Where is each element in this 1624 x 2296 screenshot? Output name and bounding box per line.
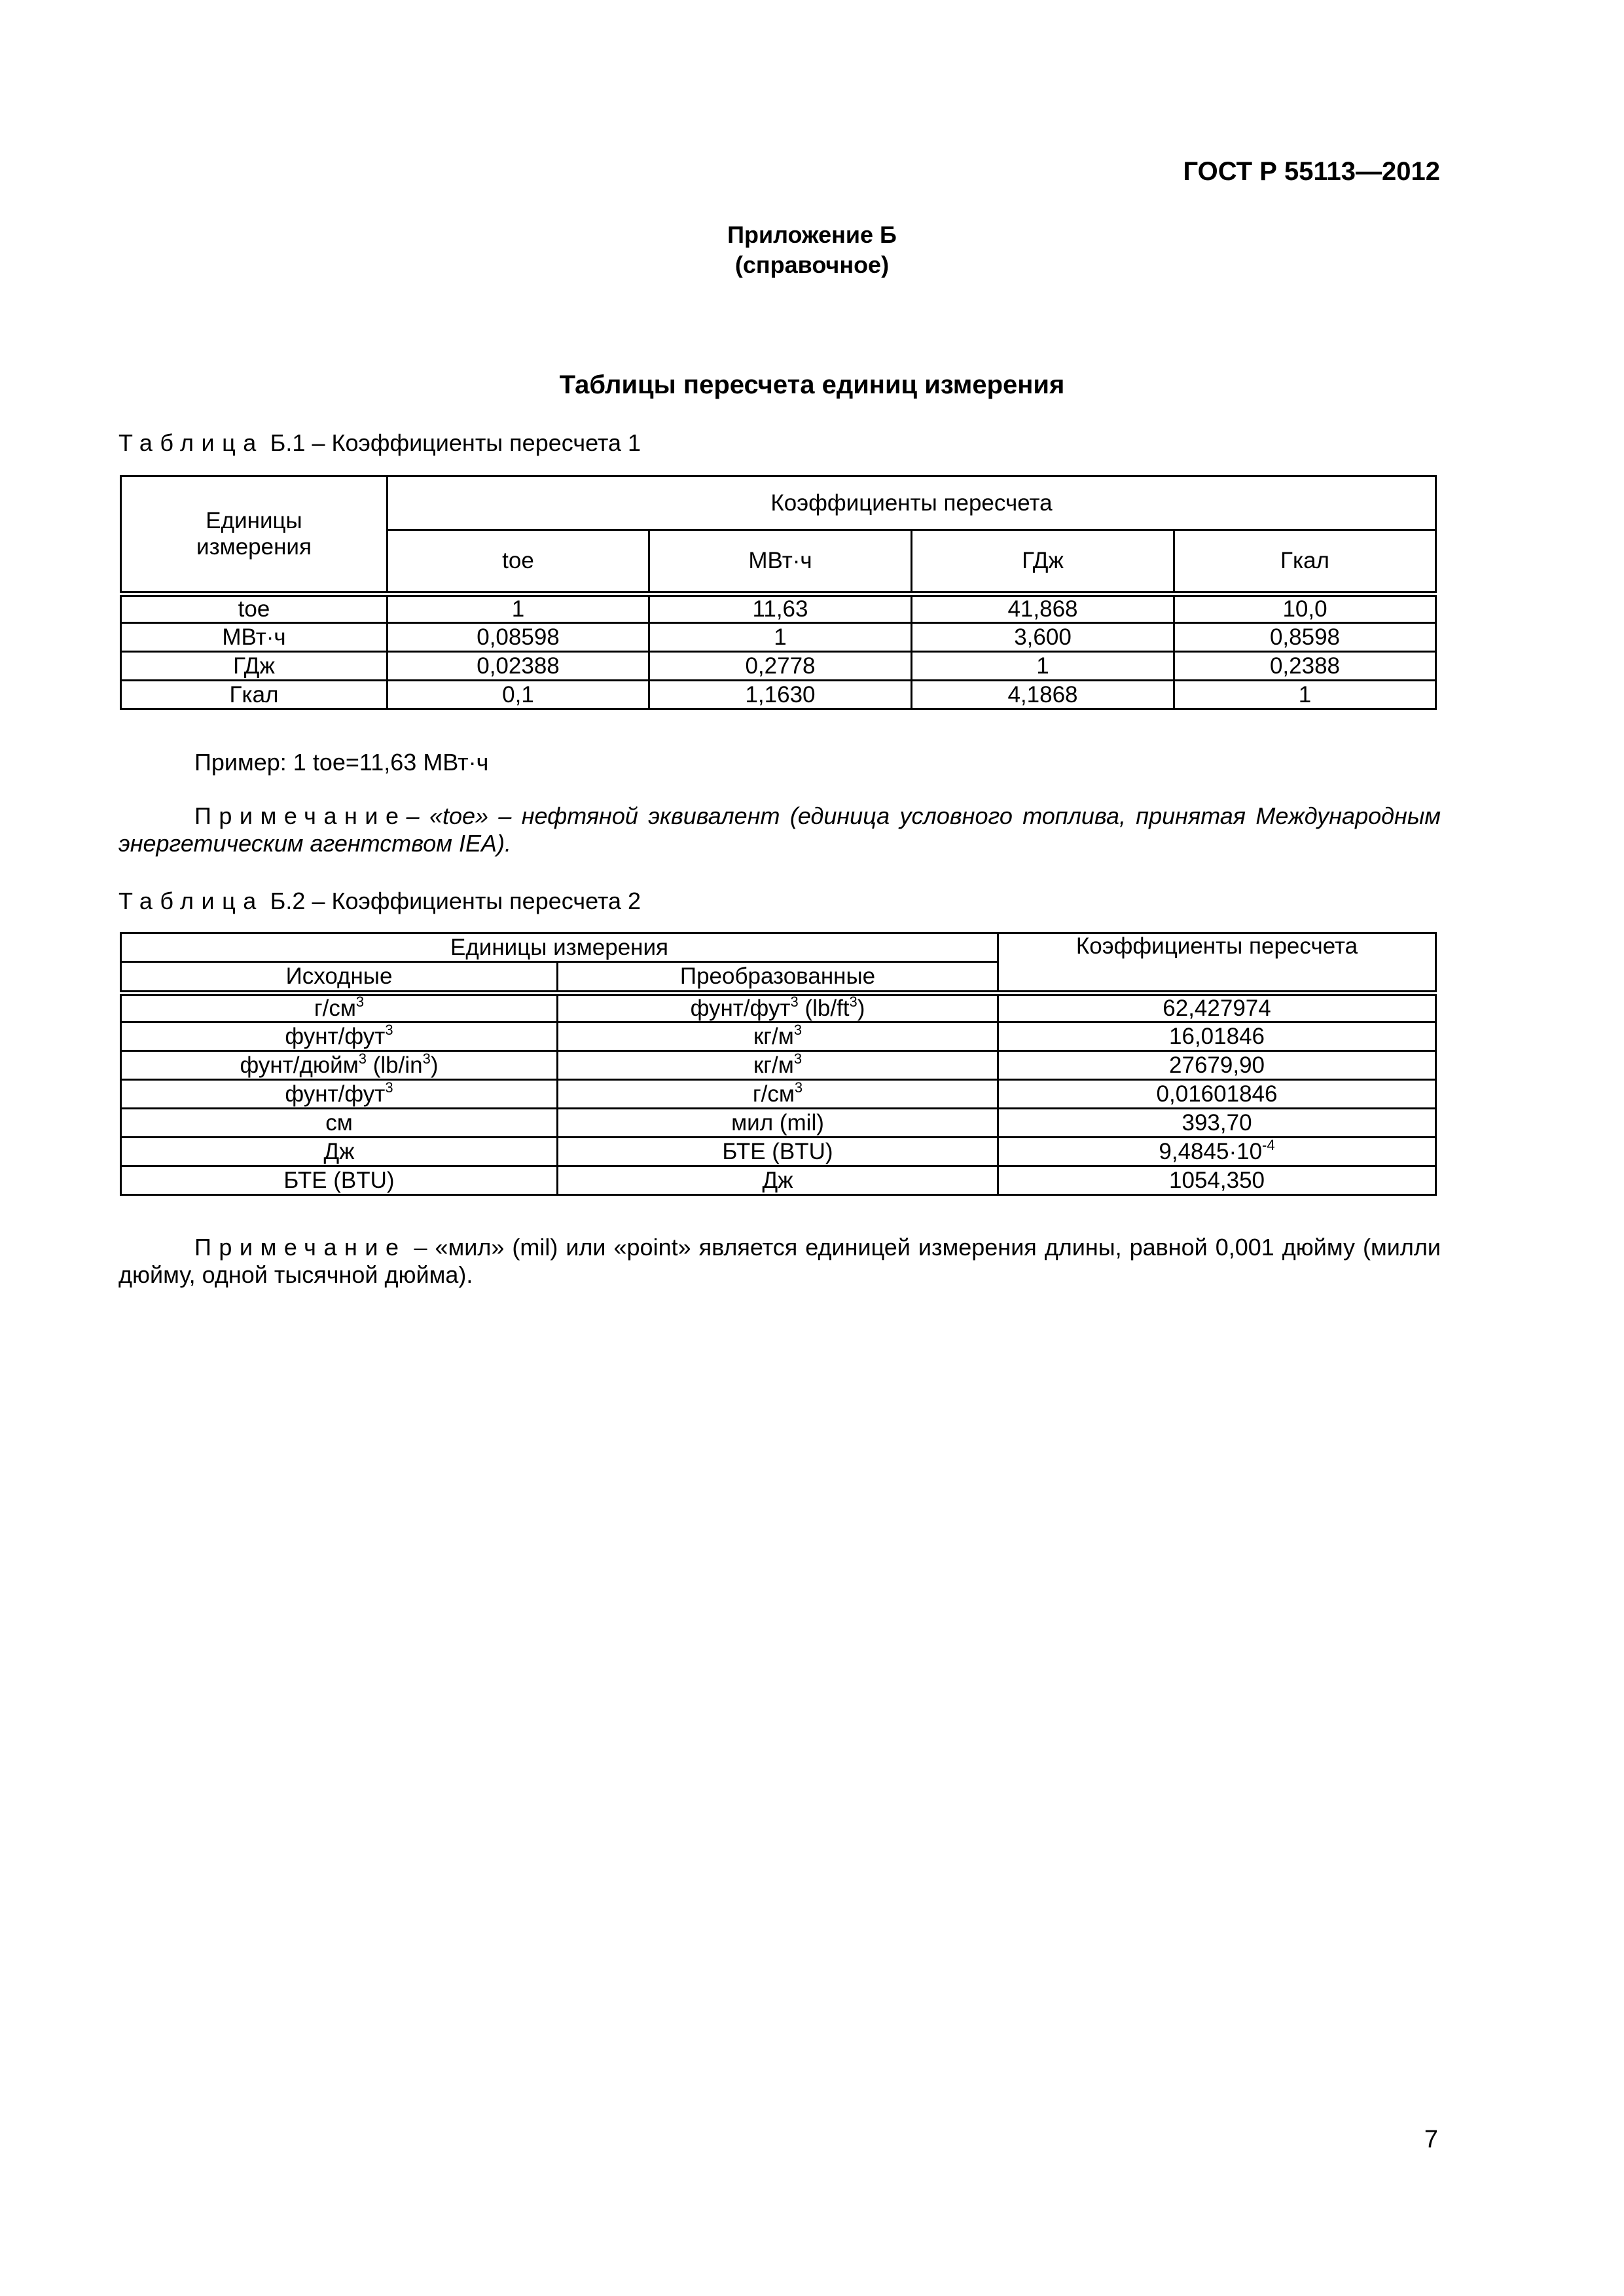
table2-target-cell: $г/см^3$ <box>558 1080 998 1109</box>
table1-unit-cell: ГДж <box>121 652 388 681</box>
table1-col-header: Гкал <box>1174 530 1436 594</box>
table2-coef-header: Коэффициенты пересчета <box>998 933 1436 994</box>
table1-caption-word: Таблица <box>118 429 264 456</box>
table-row <box>121 994 1436 1022</box>
table2-source-cell: фунт/дюйм$^3$ $(lb/in^3)$ <box>121 1051 558 1080</box>
table2-source-cell: БТЕ (BTU) <box>121 1166 558 1195</box>
table1-row-header <box>121 476 388 594</box>
table1-value-cell: 1 <box>649 623 912 652</box>
table-row <box>121 594 1436 623</box>
table1-value-cell: 0,2778 <box>649 652 912 681</box>
table-row <box>121 1051 1436 1080</box>
table1-col-header: toe <box>388 530 649 594</box>
note-2 <box>118 1234 1441 1289</box>
table-row <box>121 1080 1436 1109</box>
section-title: Таблицы пересчета единиц измерения <box>559 370 1065 399</box>
table1-row-header-line1: Единицы <box>206 508 302 533</box>
table1-value-cell: 41,868 <box>912 594 1174 623</box>
table-row <box>121 1166 1436 1195</box>
table-row <box>121 1022 1436 1051</box>
table2-coef-cell: $9,4845\cdot 10^{-4}$ <box>998 1138 1436 1166</box>
table1-value-cell: 1 <box>1174 681 1436 709</box>
table1-caption-rest: Б.1 – Коэффициенты пересчета 1 <box>263 429 641 456</box>
note-1 <box>118 802 1441 857</box>
table1-group-header: Коэффициенты пересчета <box>388 476 1436 530</box>
page-number: 7 <box>1424 2126 1438 2153</box>
table1-row-header-line2: измерения <box>196 534 312 560</box>
conversion-table-2 <box>120 932 1437 1196</box>
note-2-label: Примечание <box>194 1234 406 1261</box>
table1-value-cell: 10,0 <box>1174 594 1436 623</box>
table2-target-header: Преобразованные <box>558 962 998 994</box>
table-row <box>121 1109 1436 1138</box>
table2-group-header: Единицы измерения <box>121 933 998 962</box>
table1-value-cell: 11,63 <box>649 594 912 623</box>
table1-value-cell: 0,1 <box>388 681 649 709</box>
table2-coef-cell: 1054,350 <box>998 1166 1436 1195</box>
document-code: ГОСТ Р 55113—2012 <box>1183 157 1440 186</box>
table2-source-cell: Дж <box>121 1138 558 1166</box>
table2-target-cell: мил (mil) <box>558 1109 998 1138</box>
table1-value-cell: 0,08598 <box>388 623 649 652</box>
table2-coef-cell: 393,70 <box>998 1109 1436 1138</box>
table2-target-cell: БТЕ (BTU) <box>558 1138 998 1166</box>
appendix-heading <box>0 220 1624 280</box>
table2-source-cell: фунт/фут$^3$ <box>121 1022 558 1051</box>
table1-unit-cell: Гкал <box>121 681 388 709</box>
table2-source-cell: $г/см^3$ <box>121 994 558 1022</box>
table2-coef-cell: 0,01601846 <box>998 1080 1436 1109</box>
table1-value-cell: 0,02388 <box>388 652 649 681</box>
table1-value-cell: 1,1630 <box>649 681 912 709</box>
table1-unit-cell: МВт·ч <box>121 623 388 652</box>
table2-target-cell: фунт/фут$^3$ $(lb/ft^3)$ <box>558 994 998 1022</box>
table2-caption-word: Таблица <box>118 888 264 914</box>
table1-value-cell: 4,1868 <box>912 681 1174 709</box>
table2-caption <box>118 888 641 915</box>
table1-value-cell: 3,600 <box>912 623 1174 652</box>
appendix-label: Приложение Б <box>727 221 897 248</box>
table-row <box>121 652 1436 681</box>
conversion-table-1 <box>120 475 1437 710</box>
table1-value-cell: 1 <box>912 652 1174 681</box>
table-row <box>121 1138 1436 1166</box>
table2-caption-rest: Б.2 – Коэффициенты пересчета 2 <box>263 888 641 914</box>
example-text: Пример: 1 toe=11,63 МВт·ч <box>194 749 489 776</box>
table1-value-cell: 0,2388 <box>1174 652 1436 681</box>
table1-value-cell: 0,8598 <box>1174 623 1436 652</box>
table1-value-cell: 1 <box>388 594 649 623</box>
table2-coef-cell: 62,427974 <box>998 994 1436 1022</box>
table2-target-cell: Дж <box>558 1166 998 1195</box>
table2-source-cell: фунт/фут$^3$ <box>121 1080 558 1109</box>
note-1-text: – «toe» – нефтяной эквивалент (единица условного топлива, принятая Международным энергетическим агентством IEA). <box>118 802 1441 857</box>
note-2-text: – «мил» (mil) или «point» является единицей измерения длины, равной 0,001 дюйму (милли дюйму, одной тысячной дюйма). <box>118 1234 1441 1288</box>
table1-caption <box>118 429 641 457</box>
table2-target-cell: $кг/м^3$ <box>558 1051 998 1080</box>
table2-target-cell: $кг/м^3$ <box>558 1022 998 1051</box>
table-row <box>121 681 1436 709</box>
table2-source-cell: см <box>121 1109 558 1138</box>
table2-coef-cell: 16,01846 <box>998 1022 1436 1051</box>
table1-col-header: ГДж <box>912 530 1174 594</box>
appendix-kind: (справочное) <box>734 251 890 278</box>
table2-source-header: Исходные <box>121 962 558 994</box>
table-row <box>121 623 1436 652</box>
table2-coef-cell: 27679,90 <box>998 1051 1436 1080</box>
table1-unit-cell: toe <box>121 594 388 623</box>
table1-col-header: МВт·ч <box>649 530 912 594</box>
note-1-label: Примечание <box>194 802 406 829</box>
